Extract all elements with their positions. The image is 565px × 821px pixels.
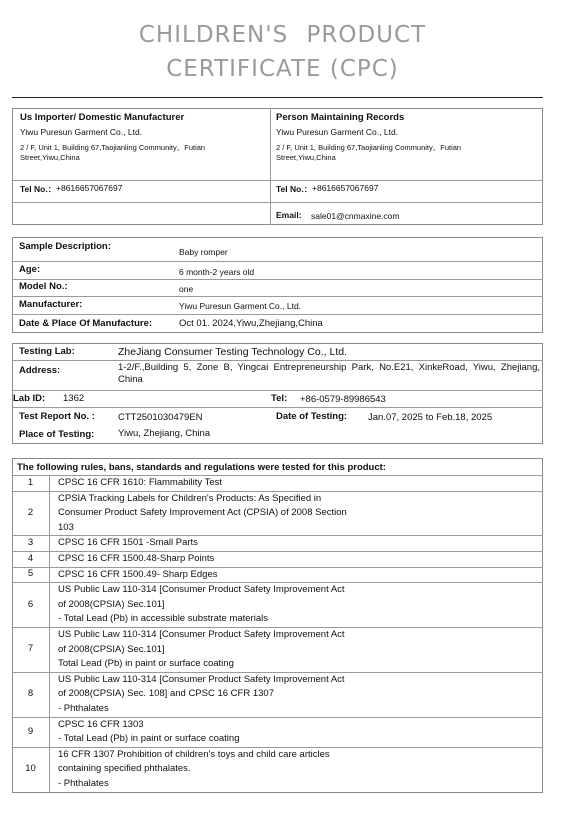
rule-text-line: CPSC 16 CFR 1500.49- Sharp Edges (58, 568, 218, 580)
importer-records-divider (270, 108, 271, 225)
rule-text-line: US Public Law 110-314 [Consumer Product Safety Improvement Act (58, 673, 345, 685)
records-email-label: Email: (276, 210, 302, 220)
rule-text-line: Total Lead (Pb) in paint or surface coating (58, 658, 234, 670)
rule-number: 1 (27, 476, 34, 488)
testing-date: Jan.07, 2025 to Feb.18, 2025 (368, 412, 493, 423)
rule-text-line: 16 CFR 1307 Prohibition of children's toys and child care articles (58, 748, 330, 760)
rules-header: The following rules, bans, standards and regulations were tested for this product: (17, 462, 386, 473)
rule-number: 10 (25, 763, 36, 775)
rule-number: 7 (27, 643, 34, 655)
rule-number: 2 (27, 507, 34, 518)
importer-tel-label: Tel No.： (20, 184, 57, 194)
rule-text-line: Consumer Product Safety Improvement Act (CPSIA) of 2008 Section (58, 507, 347, 519)
rule-text-line: - Total Lead (Pb) in accessible substrate materials (58, 613, 268, 625)
rule-text-line: US Public Law 110-314 [Consumer Product Safety Improvement Act (58, 629, 345, 640)
lab-name: ZheJiang Consumer Testing Technology Co., Ltd. (118, 346, 347, 358)
sample-date-label: Date & Place Of Manufacture: (19, 318, 153, 329)
lab-id: 1362 (63, 393, 85, 404)
lab-address-label: Address: (19, 365, 61, 376)
rule-text-line: CPSC 16 CFR 1303 (58, 718, 144, 730)
lab-name-label: Testing Lab: (19, 346, 75, 357)
importer-tel: +8616657067697 (56, 183, 123, 193)
testing-date-label: Date of Testing: (276, 411, 348, 422)
rule-text-line: 103 (58, 521, 74, 533)
lab-address: 1-2/F.,Building 5, Zone B, Yingcai Entrepreneurship Park, No.E21, XinkeRoad, Yiwu, Zhejiang, China (118, 362, 540, 385)
sample-model: one (179, 284, 194, 294)
rule-text-line: CPSC 16 CFR 1500.48-Sharp Points (58, 553, 215, 564)
sample-model-label: Model No.: (19, 281, 68, 292)
certificate-title-line-1: CHILDREN'S PRODUCT (138, 22, 427, 48)
report-no: CTT2501030479EN (118, 412, 203, 423)
records-tel-label: Tel No.： (276, 184, 313, 194)
rule-number: 6 (27, 598, 34, 610)
number-column-divider (49, 475, 50, 792)
rule-text-line: - Phthalates (58, 703, 109, 714)
records-header: Person Maintaining Records (276, 112, 405, 123)
lab-id-label: Lab ID: (13, 393, 46, 404)
rule-text-line: US Public Law 110-314 [Consumer Product Safety Improvement Act (58, 584, 345, 596)
importer-records-box (12, 108, 543, 225)
importer-name: Yiwu Puresun Garment Co., Ltd. (20, 127, 143, 137)
rule-text-line: containing specified phthalates. (58, 763, 191, 775)
rule-number: 8 (27, 688, 34, 700)
rule-text-line: - Total Lead (Pb) in paint or surface coating (58, 733, 240, 745)
rule-number: 5 (27, 568, 34, 580)
sample-age-label: Age: (19, 264, 41, 275)
sample-mfr-label: Manufacturer: (19, 299, 83, 310)
report-no-label: Test Report No. : (19, 411, 95, 422)
rule-text-line: of 2008(CPSIA) Sec. 108] and CPSC 16 CFR 1307 (58, 688, 274, 700)
sample-age: 6 month-2 years old (179, 267, 255, 277)
certificate-title-line-2: CERTIFICATE (CPC) (166, 56, 399, 82)
rule-text-line: CPSIA Tracking Labels for Children's Products: As Specified in (58, 492, 322, 504)
records-name: Yiwu Puresun Garment Co., Ltd. (276, 127, 399, 137)
rule-number: 3 (27, 537, 34, 549)
records-tel: +8616657067697 (312, 183, 379, 193)
records-address: 2 / F, Unit 1, Building 67,Taojianling Community、Futian Street,Yiwu,China (276, 143, 462, 162)
rule-text-line: - Phthalates (58, 778, 109, 789)
sample-date: Oct 01. 2024,Yiwu,Zhejiang,China (179, 318, 323, 329)
testing-place-label: Place of Testing: (19, 429, 95, 440)
records-email: sale01@cnmaxine.com (311, 211, 400, 221)
sample-desc-label: Sample Description: (19, 241, 111, 252)
testing-place: Yiwu, Zhejiang, China (118, 428, 211, 439)
rule-number: 9 (27, 725, 34, 737)
rule-text-line: of 2008(CPSIA) Sec.101] (58, 643, 165, 655)
sample-mfr: Yiwu Puresun Garment Co., Ltd. (179, 301, 302, 311)
importer-address: 2 / F, Unit 1, Building 67,Taojianling Community、Futian Street,Yiwu,China (20, 143, 206, 162)
title-divider (12, 97, 543, 98)
importer-header: Us Importer/ Domestic Manufacturer (20, 112, 185, 123)
sample-desc: Baby romper (179, 247, 228, 257)
rule-number: 4 (27, 552, 34, 564)
rule-text-line: of 2008(CPSIA) Sec.101] (58, 598, 165, 610)
lab-tel: +86-0579-89986543 (300, 394, 386, 405)
rule-text-line: CPSC 16 CFR 1610: Flammability Test (58, 477, 223, 488)
lab-tel-label: Tel: (271, 393, 288, 404)
rule-text-line: CPSC 16 CFR 1501 -Small Parts (58, 537, 198, 549)
